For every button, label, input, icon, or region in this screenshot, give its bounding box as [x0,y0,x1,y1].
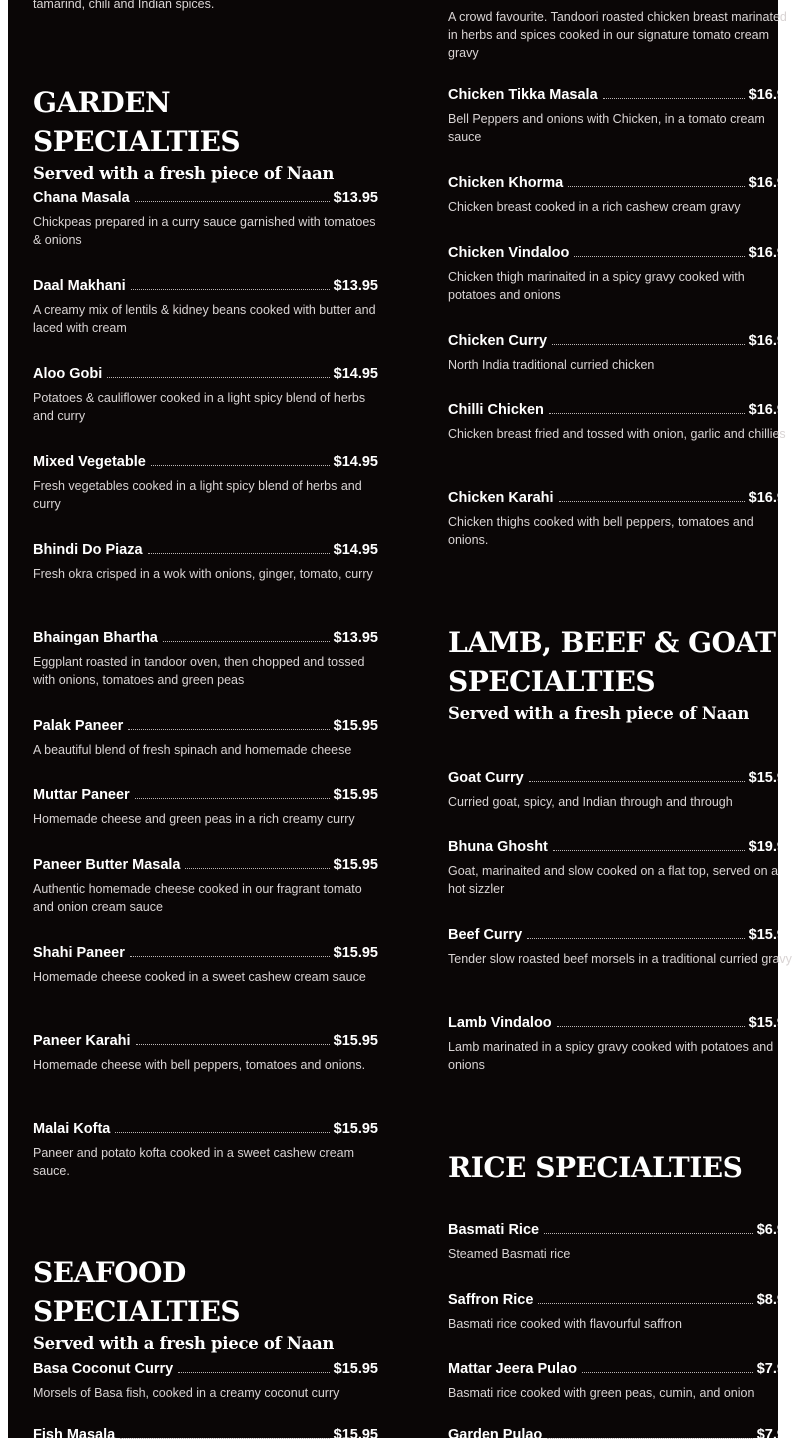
item-price: $19.95 [748,839,793,855]
item-name: Chicken Tikka Masala [448,87,598,103]
dotted-leader [603,97,745,99]
item-name: Malai Kofta [33,1121,111,1137]
item-price: $15.95 [748,927,793,943]
menu-item [448,396,793,443]
menu-item [448,764,793,811]
section-subtitle: Served with a fresh piece of Naan [448,704,750,723]
dotted-leader [107,376,329,378]
dotted-leader [559,500,745,502]
menu-item [33,272,378,337]
item-description: A creamy mix of lentils & kidney beans cooked with butter and laced with cream [33,303,376,335]
item-name: Chana Masala [33,190,130,206]
dotted-leader [549,412,745,414]
item-price: $15.95 [333,857,378,873]
item-price: $15.95 [748,1015,793,1031]
dotted-leader [574,255,744,257]
item-description: Homemade cheese cooked in a sweet cashew cream sauce [33,970,366,984]
item-description: Potatoes & cauliflower cooked in a light spicy blend of herbs and curry [33,391,366,423]
item-price: $13.95 [333,278,378,294]
item-name: Chicken Karahi [448,490,554,506]
item-price: $13.95 [333,190,378,206]
dotted-leader [148,552,330,554]
item-price: $15.95 [333,1361,378,1377]
item-price: $16.95 [748,402,793,418]
item-name: Paneer Butter Masala [33,857,181,873]
item-name: Bhuna Ghosht [448,839,548,855]
item-description: Eggplant roasted in tandoor oven, then chopped and tossed with onions, tomatoes and green peas [33,655,365,687]
item-price: $14.95 [333,542,378,558]
item-price: $6.95 [756,1222,793,1238]
menu-item [448,1009,793,1074]
item-name: Mattar Jeera Pulao [448,1361,577,1377]
menu-item [33,781,378,828]
menu-item [33,851,378,916]
item-description: Fresh okra crisped in a wok with onions, ginger, tomato, curry [33,567,373,581]
item-name: Basa Coconut Curry [33,1361,174,1377]
item-description: Curried goat, spicy, and Indian through and through [448,795,733,809]
item-name: Muttar Paneer [33,787,130,803]
item-price: $15.95 [333,1121,378,1137]
item-price: $8.95 [756,1292,793,1308]
item-price: $7.95 [756,1361,793,1377]
item-price: $15.95 [333,787,378,803]
menu-item [448,239,793,304]
item-description: Chicken thighs cooked with bell peppers, tomatoes and onions. [448,515,754,547]
item-price: $16.95 [748,175,793,191]
item-description: Goat, marinaited and slow cooked on a flat top, served on a hot sizzler [448,864,779,896]
item-name: Garden Pulao [448,1427,543,1443]
item-name: Chicken Vindaloo [448,245,570,261]
item-description: Fresh vegetables cooked in a light spicy blend of herbs and curry [33,479,362,511]
dotted-leader [185,867,329,869]
item-description: Morsels of Basa fish, cooked in a creamy coconut curry [33,1386,340,1400]
item-description: Basmati rice cooked with flavourful saffron [448,1317,682,1331]
dotted-leader [529,780,745,782]
item-description: Basmati rice cooked with green peas, cumin, and onion [448,1386,755,1400]
item-name: Bhindi Do Piaza [33,542,143,558]
item-name: Saffron Rice [448,1292,534,1308]
item-name: Bhaingan Bhartha [33,630,158,646]
dotted-leader [135,200,330,202]
item-description: Steamed Basmati rice [448,1247,571,1261]
item-price: $7.95 [756,1427,793,1443]
menu-item [448,484,793,549]
item-name: Beef Curry [448,927,523,943]
lamb-section-header [448,623,793,725]
item-name: Aloo Gobi [33,366,103,382]
item-price: $15.95 [333,1033,378,1049]
dotted-leader [135,797,330,799]
item-price: $16.95 [748,87,793,103]
previous-item-description: tamarind, chili and Indian spices. [33,0,215,11]
item-name: Paneer Karahi [33,1033,131,1049]
item-description: Tender slow roasted beef morsels in a traditional curried gravy [448,952,792,966]
item-price: $15.95 [333,945,378,961]
dotted-leader [120,1437,329,1439]
item-price: $16.95 [748,333,793,349]
menu-item [33,939,378,986]
item-price: $14.95 [333,366,378,382]
menu-item [33,360,378,425]
item-name: Mixed Vegetable [33,454,146,470]
item-name: Daal Makhani [33,278,126,294]
item-description: Chickpeas prepared in a curry sauce garnished with tomatoes & onions [33,215,376,247]
item-price: $16.95 [748,490,793,506]
item-description: Chicken thigh marinaited in a spicy gravy cooked with potatoes and onions [448,270,745,302]
item-name: Palak Paneer [33,718,124,734]
menu-item [33,1115,378,1180]
dotted-leader [128,728,329,730]
menu-item [33,712,378,759]
dotted-leader [136,1043,330,1045]
item-price: $16.95 [748,245,793,261]
menu-item [448,1286,793,1333]
item-description: Chicken breast fried and tossed with onion, garlic and chillies [448,427,786,441]
dotted-leader [151,464,330,466]
dotted-leader [557,1025,745,1027]
dotted-leader [131,288,330,290]
menu-item [33,1421,378,1443]
menu-item [448,169,793,216]
item-description: Chicken breast cooked in a rich cashew cream gravy [448,200,741,214]
item-name: Chicken Curry [448,333,548,349]
section-title: GARDEN SPECIALTIES [33,86,241,158]
item-description: A beautiful blend of fresh spinach and homemade cheese [33,743,352,757]
previous-item-description: A crowd favourite. Tandoori roasted chicken breast marinated in herbs and spices cooked in our signature tomato cream gravy [448,10,787,60]
dotted-leader [582,1371,753,1373]
dotted-leader [130,955,330,957]
section-title: RICE SPECIALTIES [448,1151,743,1184]
dotted-leader [538,1302,752,1304]
item-name: Fish Masala [33,1427,116,1443]
item-name: Goat Curry [448,770,524,786]
dotted-leader [547,1437,752,1439]
item-name: Shahi Paneer [33,945,125,961]
section-title: SEAFOOD SPECIALTIES [33,1256,241,1328]
rice-section-header [448,1148,793,1187]
item-description: Homemade cheese with bell peppers, tomatoes and onions. [33,1058,366,1072]
item-price: $14.95 [333,454,378,470]
menu-item [448,833,793,898]
menu-item [33,1355,378,1402]
item-description: North India traditional curried chicken [448,358,655,372]
menu-item [448,327,793,374]
item-name: Chicken Khorma [448,175,564,191]
dotted-leader [552,343,745,345]
dotted-leader [568,185,744,187]
menu-item [33,536,378,583]
item-price: $15.95 [333,718,378,734]
menu-item [33,1027,378,1074]
menu-item [448,1421,793,1443]
garden-section-header [33,83,378,185]
dotted-leader [115,1131,329,1133]
dotted-leader [553,849,745,851]
item-price: $15.95 [748,770,793,786]
section-title: LAMB, BEEF & GOAT SPECIALTIES [448,626,776,698]
menu-item [33,624,378,689]
item-description: Lamb marinated in a spicy gravy cooked with potatoes and onions [448,1040,774,1072]
menu-panel [8,0,793,1443]
menu-item [448,921,793,968]
dotted-leader [527,937,745,939]
menu-item [33,448,378,513]
dotted-leader [544,1232,753,1234]
item-description: Authentic homemade cheese cooked in our fragrant tomato and onion cream sauce [33,882,362,914]
seafood-section-header [33,1253,378,1355]
item-description: Homemade cheese and green peas in a rich creamy curry [33,812,355,826]
item-name: Lamb Vindaloo [448,1015,552,1031]
section-subtitle: Served with a fresh piece of Naan [33,1334,335,1353]
item-description: Bell Peppers and onions with Chicken, in a tomato cream sauce [448,112,765,144]
section-subtitle: Served with a fresh piece of Naan [33,164,335,183]
dotted-leader [163,640,330,642]
item-price: $15.95 [333,1427,378,1443]
item-name: Chilli Chicken [448,402,544,418]
item-name: Basmati Rice [448,1222,540,1238]
dotted-leader [178,1371,329,1373]
menu-item [33,184,378,249]
menu-item [448,1355,793,1402]
item-description: Paneer and potato kofta cooked in a sweet cashew cream sauce. [33,1146,355,1178]
item-price: $13.95 [333,630,378,646]
menu-item [448,1216,793,1263]
menu-item [448,81,793,146]
